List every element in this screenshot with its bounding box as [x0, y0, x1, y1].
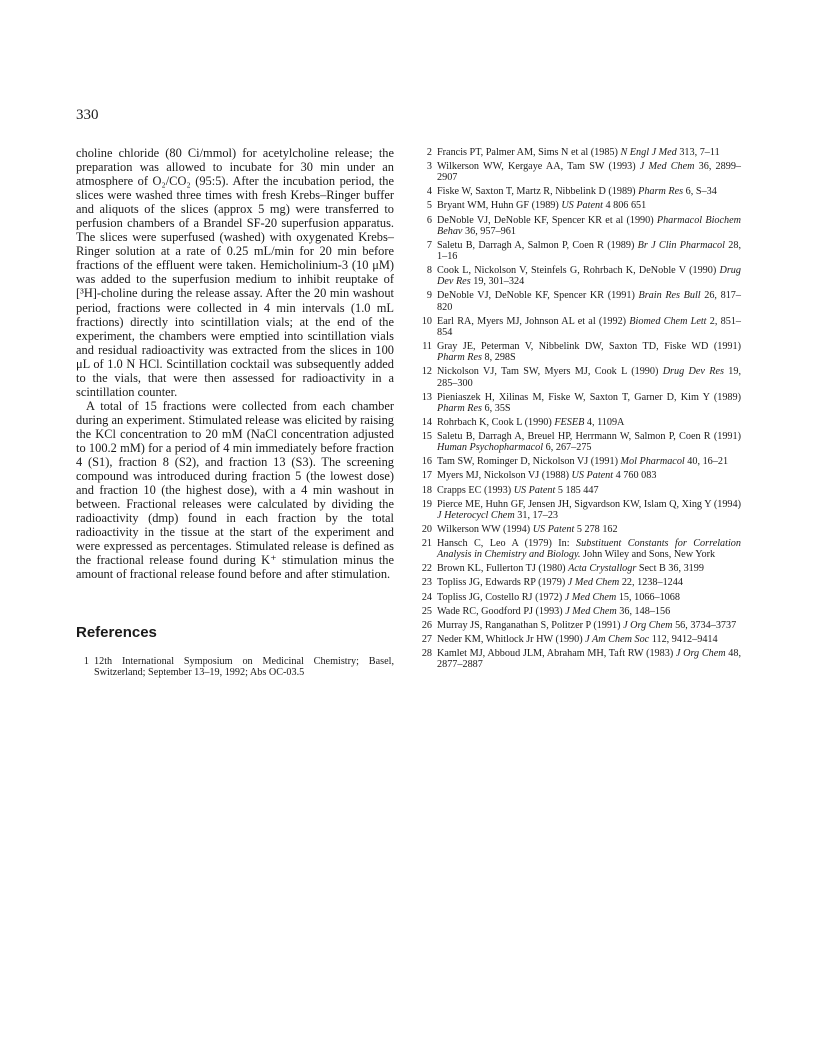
- reference-item: [419, 648, 741, 670]
- reference-number: 19: [421, 498, 432, 510]
- reference-number: 16: [421, 456, 432, 468]
- reference-item: [419, 563, 741, 574]
- reference-citation: 36, 957–961: [462, 225, 516, 237]
- reference-authors: Fiske W, Saxton T, Martz R, Nibbelink D (1989): [437, 186, 639, 198]
- reference-journal: Pharmacol Biochem Behav: [437, 214, 741, 237]
- reference-journal: J Med Chem: [564, 591, 617, 603]
- reference-citation: 5 185 447: [555, 484, 599, 496]
- reference-item: [419, 215, 741, 237]
- reference-item: [419, 290, 741, 312]
- reference-journal: Pharm Res: [638, 186, 684, 198]
- reference-journal: Drug Dev Res: [437, 265, 741, 288]
- reference-number: 14: [421, 416, 432, 428]
- reference-item: [419, 366, 741, 388]
- reference-number: 11: [422, 341, 432, 353]
- reference-authors: Myers MJ, Nickolson VJ (1988): [437, 470, 572, 482]
- reference-citation: 4 760 083: [613, 470, 657, 482]
- reference-authors: DeNoble VJ, DeNoble KF, Spencer KR et al (1990): [437, 214, 657, 226]
- reference-authors: Gray JE, Peterman V, Nibbelink DW, Saxton TD, Fiske WD (1991): [437, 341, 741, 353]
- reference-number: 7: [426, 239, 432, 251]
- reference-number: 21: [421, 538, 432, 550]
- reference-number: 25: [421, 605, 432, 617]
- reference-item: [419, 606, 741, 617]
- reference-citation: 36, 2899–2907: [437, 161, 742, 184]
- reference-journal: J Heterocycl Chem: [437, 509, 515, 521]
- reference-citation: 6, 35S: [482, 402, 511, 414]
- reference-citation: John Wiley and Sons, New York: [580, 549, 716, 561]
- reference-journal: J Am Chem Soc: [585, 633, 650, 645]
- reference-journal: N Engl J Med: [620, 147, 677, 158]
- reference-number: 27: [421, 633, 432, 645]
- reference-item: [76, 656, 394, 678]
- reference-citation: 4 806 651: [602, 200, 647, 212]
- reference-number: 22: [421, 563, 432, 575]
- reference-number: 5: [426, 200, 432, 212]
- reference-citation: 2, 851–854: [437, 315, 742, 338]
- reference-item: [419, 470, 741, 481]
- body-paragraph: A total of 15 fractions were collected from each chamber during an experiment. Stimulated release was elicited by raising the KCl concentration to 20 mM (NaCl concentration adjusted to 100.2 mM) for a period of 4 min immediately before fraction 4 (S1), fraction 8 (S2), and fraction 13 (S3). The screening compound was introduced during fraction 5 (the lowest dose) and fraction 10 (the highest dose), with a 4 min washout in between. Fractional releases were calculated by dividing the radioactivity (dmp) found in each fraction by the total radioactivity in the tissue at the start of the experiment and were expressed as percentages. Stimulated release is defined as the fractional release found during K⁺ stimulation minus the amount of fractional release found before and after stimulation.: [76, 398, 394, 582]
- reference-item: [419, 431, 741, 453]
- reference-journal: Substituent Constants for Correlation Analysis in Chemistry and Biology.: [437, 538, 741, 561]
- reference-authors: Rohrbach K, Cook L (1990): [437, 416, 555, 428]
- reference-citation: 40, 16–21: [684, 456, 729, 468]
- reference-citation: 31, 17–23: [514, 509, 558, 521]
- reference-citation: 313, 7–11: [676, 147, 720, 158]
- reference-number: 12: [421, 366, 432, 378]
- reference-citation: 15, 1066–1068: [616, 591, 680, 603]
- reference-journal: Drug Dev Res: [662, 366, 724, 378]
- reference-authors: Pieniaszek H, Xilinas M, Fiske W, Saxton T, Garner D, Kim Y (1989): [437, 391, 741, 403]
- reference-authors: Wade RC, Goodford PJ (1993): [437, 605, 566, 617]
- reference-citation: 56, 3734–3737: [672, 619, 737, 631]
- reference-item: [419, 265, 741, 287]
- reference-item: [419, 538, 741, 560]
- reference-journal: US Patent: [513, 484, 556, 496]
- reference-number: 28: [421, 647, 432, 659]
- reference-number: 4: [426, 186, 432, 198]
- reference-item: [419, 147, 741, 158]
- reference-item: [419, 417, 741, 428]
- reference-item: [419, 620, 741, 631]
- references-heading: References: [76, 624, 157, 641]
- reference-journal: J Med Chem: [565, 605, 617, 617]
- reference-journal: J Org Chem: [675, 647, 726, 659]
- reference-item: [419, 161, 741, 183]
- reference-journal: Acta Crystallogr: [568, 563, 637, 575]
- reference-journal: FESEB: [554, 416, 585, 428]
- reference-number: 15: [421, 431, 432, 443]
- reference-authors: Murray JS, Ranganathan S, Politzer P (1991): [437, 619, 624, 631]
- reference-authors: Francis PT, Palmer AM, Sims N et al (1985): [437, 147, 621, 158]
- reference-number: 23: [421, 577, 432, 589]
- reference-authors: Topliss JG, Costello RJ (1972): [437, 591, 565, 603]
- reference-number: 3: [426, 161, 432, 173]
- reference-item: [419, 456, 741, 467]
- reference-item: [419, 634, 741, 645]
- reference-authors: Bryant WM, Huhn GF (1989): [437, 200, 562, 212]
- reference-number: 10: [421, 315, 432, 327]
- reference-number: 8: [426, 265, 432, 277]
- reference-number: 1: [83, 656, 89, 667]
- reference-journal: J Med Chem: [567, 577, 620, 589]
- reference-item: [419, 499, 741, 521]
- reference-item: [419, 577, 741, 588]
- reference-citation: 28, 1–16: [437, 239, 742, 263]
- reference-number: 17: [421, 470, 432, 482]
- reference-number: 26: [421, 619, 432, 631]
- reference-authors: Saletu B, Darragh A, Salmon P, Coen R (1989): [437, 239, 638, 251]
- reference-authors: Neder KM, Whitlock Jr HW (1990): [437, 633, 586, 645]
- body-text: [76, 146, 394, 581]
- reference-journal: Mol Pharmacol: [620, 456, 685, 468]
- reference-authors: Wilkerson WW, Kergaye AA, Tam SW (1993): [437, 161, 640, 173]
- reference-journal: US Patent: [571, 470, 614, 482]
- reference-authors: Kamlet MJ, Abboud JLM, Abraham MH, Taft RW (1983): [437, 647, 676, 659]
- reference-journal: J Med Chem: [639, 161, 695, 173]
- reference-journal: US Patent: [532, 523, 575, 535]
- reference-journal: Biomed Chem Lett: [629, 315, 707, 327]
- reference-journal: Pharm Res: [437, 402, 482, 414]
- reference-authors: 12th International Symposium on Medicinal Chemistry; Basel, Switzerland; September 13–19, 1992; Abs OC-03.5: [94, 656, 394, 679]
- reference-number: 6: [426, 214, 432, 226]
- reference-authors: Brown KL, Fullerton TJ (1980): [437, 563, 569, 575]
- reference-citation: 112, 9412–9414: [649, 633, 718, 645]
- reference-journal: J Org Chem: [623, 619, 673, 631]
- reference-journal: Brain Res Bull: [638, 290, 701, 302]
- reference-item: [419, 592, 741, 603]
- reference-list-left: [76, 656, 394, 681]
- reference-citation: 5 278 162: [574, 523, 618, 535]
- reference-citation: 19, 285–300: [437, 366, 741, 389]
- reference-number: 20: [421, 523, 432, 535]
- reference-authors: Pierce ME, Huhn GF, Jensen JH, Sigvardson KW, Islam Q, Xing Y (1994): [437, 498, 741, 510]
- reference-number: 18: [421, 484, 432, 496]
- reference-citation: 48, 2877–2887: [437, 647, 742, 671]
- reference-item: [419, 524, 741, 535]
- reference-journal: Pharm Res: [437, 352, 482, 364]
- reference-authors: Tam SW, Rominger D, Nickolson VJ (1991): [437, 456, 621, 468]
- reference-citation: Sect B 36, 3199: [636, 563, 704, 575]
- reference-item: [419, 485, 741, 496]
- reference-number: 13: [421, 391, 432, 403]
- reference-citation: 26, 817–820: [437, 290, 741, 313]
- reference-authors: Nickolson VJ, Tam SW, Myers MJ, Cook L (1990): [437, 366, 663, 378]
- reference-authors: Cook L, Nickolson V, Steinfels G, Rohrbach K, DeNoble V (1990): [437, 265, 720, 277]
- reference-item: [419, 392, 741, 414]
- reference-citation: 36, 148–156: [616, 605, 671, 617]
- reference-number: 2: [426, 147, 432, 158]
- reference-citation: 22, 1238–1244: [619, 577, 683, 589]
- reference-authors: Hansch C, Leo A (1979) In:: [437, 538, 577, 550]
- body-paragraph: choline chloride (80 Ci/mmol) for acetylcholine release; the preparation was allowed to incubate for 30 min under an atmosphere of O₂/CO₂ (95:5). After the incubation period, the slices were washed three times with fresh Krebs–Ringer buffer and aliquots of the slices (approx 5 mg) were transferred to perfusion chambers of a Brandel SF-20 superfusion apparatus. The slices were superfused (washed) with oxygenated Krebs–Ringer solution at a rate of 0.25 mL/min for 20 min before fractions of the effluent were taken. Hemicholinium-3 (10 μM) was added to the superfusion medium to inhibit reuptake of [³H]-choline during the release assay. After the 20 min washout period, fractions were collected in 4 min intervals (1.0 mL fractions) directly into scintillation vials; at the end of the experiment, the chambers were emptied into scintillation vials and residual radioactivity was extracted from the slices in 100 μL of 1.0 N HCl. Scintillation cocktail was subsequently added to the vials, that were then assessed for radioactivity in a scintillation counter.: [76, 146, 394, 399]
- reference-list-right: [419, 147, 741, 673]
- reference-citation: 6, S–34: [683, 186, 717, 198]
- page-number: 330: [76, 107, 99, 123]
- reference-authors: Earl RA, Myers MJ, Johnson AL et al (1992): [437, 315, 630, 327]
- reference-journal: Br J Clin Pharmacol: [637, 239, 725, 251]
- reference-authors: Saletu B, Darragh A, Breuel HP, Herrmann W, Salmon P, Coen R (1991): [437, 431, 741, 443]
- reference-citation: 6, 267–275: [543, 442, 592, 454]
- reference-number: 9: [426, 290, 432, 302]
- reference-journal: Human Psychopharmacol: [437, 442, 544, 454]
- reference-authors: DeNoble VJ, DeNoble KF, Spencer KR (1991): [437, 290, 639, 302]
- reference-journal: US Patent: [561, 200, 603, 212]
- reference-number: 24: [421, 591, 432, 603]
- reference-authors: Crapps EC (1993): [437, 484, 514, 496]
- reference-item: [419, 240, 741, 262]
- reference-citation: 19, 301–324: [470, 276, 525, 288]
- reference-authors: Topliss JG, Edwards RP (1979): [437, 577, 568, 589]
- reference-item: [419, 341, 741, 363]
- reference-authors: Wilkerson WW (1994): [437, 523, 533, 535]
- reference-item: [419, 316, 741, 338]
- reference-item: [419, 200, 741, 211]
- reference-citation: 8, 298S: [482, 352, 516, 364]
- reference-item: [419, 186, 741, 197]
- reference-citation: 4, 1109A: [584, 416, 625, 428]
